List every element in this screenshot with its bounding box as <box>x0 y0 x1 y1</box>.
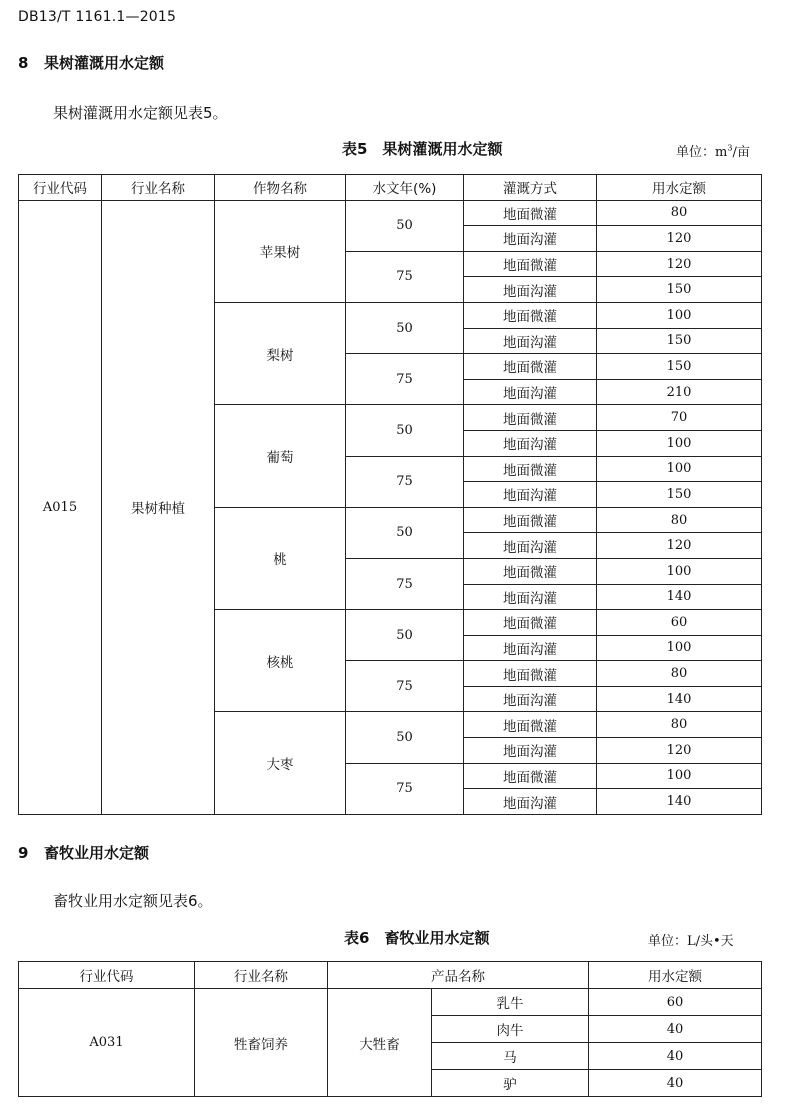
section-9-heading <box>18 842 149 863</box>
crop-name-cell: 核桃 <box>215 610 346 712</box>
water-quota-cell: 80 <box>597 661 762 687</box>
irrigation-method-cell: 地面沟灌 <box>464 328 597 354</box>
water-quota-cell: 120 <box>597 226 762 252</box>
product-category-cell: 大牲畜 <box>328 989 432 1097</box>
table-5-header-cell: 用水定额 <box>597 175 762 201</box>
section-9-number: 9 <box>18 844 29 862</box>
crop-name-cell: 梨树 <box>215 302 346 404</box>
irrigation-method-cell: 地面沟灌 <box>464 686 597 712</box>
water-quota-cell: 140 <box>597 584 762 610</box>
section-9-title: 畜牧业用水定额 <box>44 844 150 862</box>
water-quota-cell: 210 <box>597 379 762 405</box>
water-quota-cell: 120 <box>597 533 762 559</box>
irrigation-method-cell: 地面微灌 <box>464 558 597 584</box>
industry-name-cell: 果树种植 <box>102 200 215 814</box>
irrigation-method-cell: 地面沟灌 <box>464 738 597 764</box>
water-quota-cell: 140 <box>597 686 762 712</box>
product-name-cell: 乳牛 <box>432 989 589 1016</box>
irrigation-method-cell: 地面微灌 <box>464 405 597 431</box>
table-6-header-cell: 行业代码 <box>19 962 195 989</box>
water-quota-cell: 80 <box>597 507 762 533</box>
water-quota-cell: 40 <box>589 1070 762 1097</box>
water-quota-cell: 100 <box>597 558 762 584</box>
water-quota-cell: 100 <box>597 763 762 789</box>
irrigation-method-cell: 地面沟灌 <box>464 635 597 661</box>
table-5 <box>18 174 762 815</box>
hydrological-year-cell: 75 <box>346 558 464 609</box>
water-quota-cell: 40 <box>589 1016 762 1043</box>
irrigation-method-cell: 地面微灌 <box>464 251 597 277</box>
product-name-cell: 驴 <box>432 1070 589 1097</box>
irrigation-method-cell: 地面微灌 <box>464 200 597 226</box>
hydrological-year-cell: 75 <box>346 456 464 507</box>
irrigation-method-cell: 地面微灌 <box>464 456 597 482</box>
hydrological-year-cell: 75 <box>346 763 464 814</box>
irrigation-method-cell: 地面微灌 <box>464 302 597 328</box>
hydrological-year-cell: 75 <box>346 251 464 302</box>
water-quota-cell: 100 <box>597 635 762 661</box>
irrigation-method-cell: 地面沟灌 <box>464 584 597 610</box>
irrigation-method-cell: 地面沟灌 <box>464 482 597 508</box>
water-quota-cell: 100 <box>597 302 762 328</box>
water-quota-cell: 80 <box>597 200 762 226</box>
industry-code-cell: A015 <box>19 200 102 814</box>
table-row <box>19 989 762 1016</box>
table-5-unit: 单位：$m^3/$亩 <box>676 143 750 160</box>
table-6-unit: 单位：L/头•天 <box>648 934 734 949</box>
table-5-header-row <box>19 175 762 201</box>
hydrological-year-cell: 50 <box>346 405 464 456</box>
hydrological-year-cell: 75 <box>346 661 464 712</box>
table-5-header-cell: 作物名称 <box>215 175 346 201</box>
document-code: DB13/T 1161.1—2015 <box>18 9 177 25</box>
irrigation-method-cell: 地面微灌 <box>464 354 597 380</box>
water-quota-cell: 40 <box>589 1043 762 1070</box>
product-name-cell: 马 <box>432 1043 589 1070</box>
water-quota-cell: 120 <box>597 738 762 764</box>
table-5-header-cell: 行业代码 <box>19 175 102 201</box>
irrigation-method-cell: 地面沟灌 <box>464 226 597 252</box>
irrigation-method-cell: 地面微灌 <box>464 661 597 687</box>
crop-name-cell: 苹果树 <box>215 200 346 302</box>
irrigation-method-cell: 地面微灌 <box>464 712 597 738</box>
table-6-header-row <box>19 962 762 989</box>
irrigation-method-cell: 地面沟灌 <box>464 430 597 456</box>
hydrological-year-cell: 50 <box>346 507 464 558</box>
table-5-header-cell: 灌溉方式 <box>464 175 597 201</box>
water-quota-cell: 70 <box>597 405 762 431</box>
table-6 <box>18 961 762 1097</box>
table-5-header-cell: 行业名称 <box>102 175 215 201</box>
water-quota-cell: 80 <box>597 712 762 738</box>
section-8-number: 8 <box>18 54 29 72</box>
table-6-header-cell: 用水定额 <box>589 962 762 989</box>
section-8-title: 果树灌溉用水定额 <box>44 54 165 72</box>
irrigation-method-cell: 地面微灌 <box>464 763 597 789</box>
crop-name-cell: 桃 <box>215 507 346 609</box>
table-5-header-cell: 水文年(%) <box>346 175 464 201</box>
water-quota-cell: 150 <box>597 482 762 508</box>
section-8-heading <box>18 52 164 73</box>
water-quota-cell: 150 <box>597 277 762 303</box>
hydrological-year-cell: 50 <box>346 200 464 251</box>
section-8-intro: 果树灌溉用水定额见表5。 <box>53 104 228 122</box>
table-5-caption: 表5 果树灌溉用水定额 <box>342 140 503 158</box>
irrigation-method-cell: 地面微灌 <box>464 610 597 636</box>
crop-name-cell: 大枣 <box>215 712 346 814</box>
product-name-cell: 肉牛 <box>432 1016 589 1043</box>
water-quota-cell: 150 <box>597 354 762 380</box>
industry-code-cell: A031 <box>19 989 195 1097</box>
irrigation-method-cell: 地面微灌 <box>464 507 597 533</box>
hydrological-year-cell: 50 <box>346 712 464 763</box>
water-quota-cell: 100 <box>597 456 762 482</box>
water-quota-cell: 140 <box>597 789 762 815</box>
table-row <box>19 200 762 226</box>
water-quota-cell: 120 <box>597 251 762 277</box>
hydrological-year-cell: 50 <box>346 610 464 661</box>
industry-name-cell: 牲畜饲养 <box>195 989 328 1097</box>
table-6-header-cell: 产品名称 <box>328 962 589 989</box>
table-6-header-cell: 行业名称 <box>195 962 328 989</box>
water-quota-cell: 60 <box>589 989 762 1016</box>
table-6-caption: 表6 畜牧业用水定额 <box>344 929 490 947</box>
irrigation-method-cell: 地面沟灌 <box>464 379 597 405</box>
water-quota-cell: 60 <box>597 610 762 636</box>
crop-name-cell: 葡萄 <box>215 405 346 507</box>
irrigation-method-cell: 地面沟灌 <box>464 533 597 559</box>
hydrological-year-cell: 50 <box>346 302 464 353</box>
water-quota-cell: 150 <box>597 328 762 354</box>
irrigation-method-cell: 地面沟灌 <box>464 277 597 303</box>
section-9-intro: 畜牧业用水定额见表6。 <box>53 892 213 910</box>
irrigation-method-cell: 地面沟灌 <box>464 789 597 815</box>
hydrological-year-cell: 75 <box>346 354 464 405</box>
water-quota-cell: 100 <box>597 430 762 456</box>
